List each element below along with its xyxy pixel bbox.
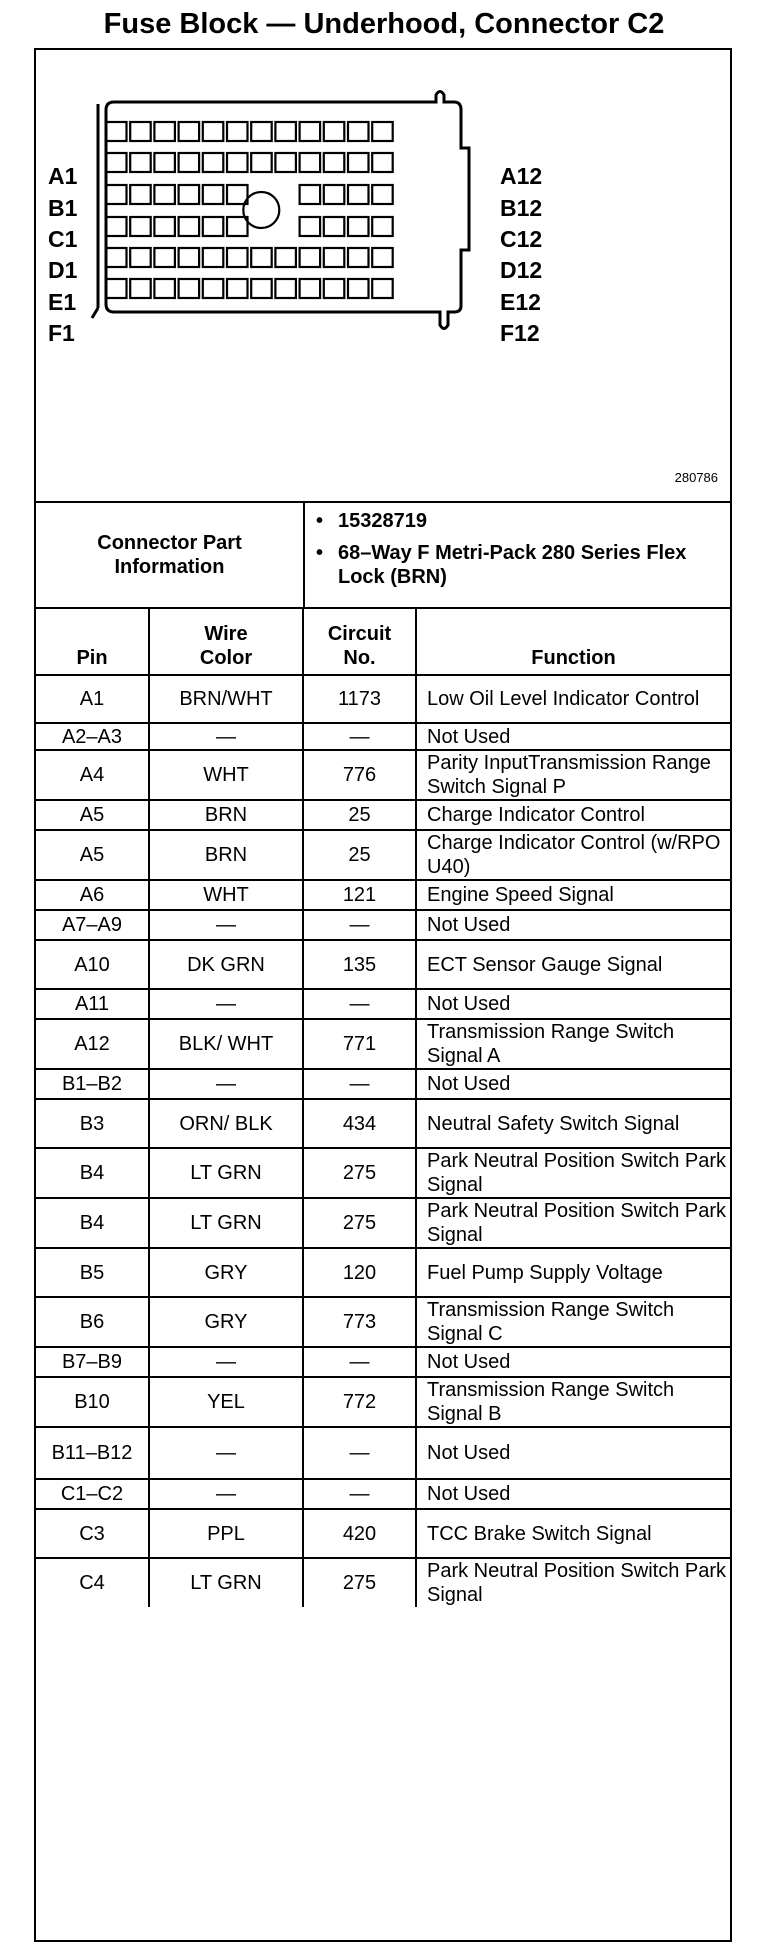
function-cell: Low Oil Level Indicator Control — [416, 675, 730, 723]
table-row — [36, 910, 730, 940]
row-label-left: A1 — [48, 163, 78, 189]
table-row — [36, 1198, 730, 1248]
pin-cavity — [372, 153, 393, 172]
circuit-cell: 771 — [303, 1019, 416, 1069]
table-row — [36, 1099, 730, 1148]
wire-color-cell: BLK/ WHT — [149, 1019, 303, 1069]
pin-cell: B3 — [36, 1099, 149, 1148]
function-cell: Charge Indicator Control (w/RPO U40) — [416, 830, 730, 880]
connector-latch-edge — [92, 104, 98, 318]
pin-cavity — [130, 248, 151, 267]
function-cell: Not Used — [416, 1347, 730, 1377]
function-cell: Park Neutral Position Switch Park Signal — [416, 1198, 730, 1248]
wire-color-cell: WHT — [149, 750, 303, 800]
pin-cavity — [300, 185, 321, 204]
wire-color-cell: — — [149, 910, 303, 940]
circuit-cell: — — [303, 989, 416, 1019]
pin-cavity — [154, 185, 175, 204]
function-cell: Not Used — [416, 1069, 730, 1099]
table-row — [36, 723, 730, 750]
wire-color-cell: PPL — [149, 1509, 303, 1558]
pin-cavity — [106, 153, 127, 172]
wire-color-cell: — — [149, 989, 303, 1019]
pin-cavity — [154, 248, 175, 267]
pin-cavity — [130, 217, 151, 236]
function-cell: Transmission Range Switch Signal C — [416, 1297, 730, 1347]
pin-cavity — [179, 279, 200, 298]
circuit-cell: — — [303, 723, 416, 750]
pin-cell: A12 — [36, 1019, 149, 1069]
pin-cavity — [251, 153, 272, 172]
function-cell: Not Used — [416, 1479, 730, 1509]
pin-cavity — [275, 279, 296, 298]
circuit-cell: 275 — [303, 1148, 416, 1198]
wire-color-cell: — — [149, 723, 303, 750]
table-row — [36, 1427, 730, 1479]
pin-cavity — [179, 153, 200, 172]
pin-cavity — [348, 248, 369, 267]
header-pin: Pin — [36, 609, 149, 675]
pin-cell: A1 — [36, 675, 149, 723]
pin-cavity — [227, 279, 248, 298]
pin-cell: C1–C2 — [36, 1479, 149, 1509]
pin-cavity — [372, 217, 393, 236]
pin-cavity — [275, 248, 296, 267]
table-row — [36, 1148, 730, 1198]
circuit-cell: — — [303, 910, 416, 940]
function-cell: Transmission Range Switch Signal B — [416, 1377, 730, 1427]
part-info-list — [316, 509, 708, 589]
pin-cell: A5 — [36, 830, 149, 880]
table-row — [36, 1069, 730, 1099]
pin-cavity — [275, 153, 296, 172]
wire-color-cell: GRY — [149, 1297, 303, 1347]
row-label-right: C12 — [500, 226, 543, 252]
circuit-cell: 420 — [303, 1509, 416, 1558]
wire-color-cell: — — [149, 1479, 303, 1509]
pin-cavity — [348, 153, 369, 172]
pin-cell: A4 — [36, 750, 149, 800]
pin-cavity — [300, 153, 321, 172]
circuit-cell: — — [303, 1069, 416, 1099]
wire-color-cell: BRN — [149, 830, 303, 880]
pin-cell: B5 — [36, 1248, 149, 1297]
pin-cavity — [106, 248, 127, 267]
circuit-cell: 434 — [303, 1099, 416, 1148]
pin-cavity — [106, 122, 127, 141]
table-header-row — [36, 609, 730, 675]
function-cell: Charge Indicator Control — [416, 800, 730, 830]
pin-cavity — [154, 279, 175, 298]
pin-cavity — [227, 248, 248, 267]
pin-cell: A6 — [36, 880, 149, 910]
table-row — [36, 800, 730, 830]
table-row — [36, 1297, 730, 1347]
pin-cell: A7–A9 — [36, 910, 149, 940]
circuit-cell: 772 — [303, 1377, 416, 1427]
pin-cavity — [227, 122, 248, 141]
pin-cavity — [130, 279, 151, 298]
pin-cavity — [203, 248, 224, 267]
pin-cell: A2–A3 — [36, 723, 149, 750]
pin-cavity — [154, 153, 175, 172]
pin-cavity — [251, 122, 272, 141]
pin-cell: B6 — [36, 1297, 149, 1347]
circuit-cell: 135 — [303, 940, 416, 989]
row-label-right: A12 — [500, 163, 543, 189]
connector-frame — [34, 48, 732, 1942]
table-row — [36, 989, 730, 1019]
pinout-table — [36, 609, 730, 1607]
connector-part-information — [36, 503, 730, 609]
function-cell: Fuel Pump Supply Voltage — [416, 1248, 730, 1297]
connector-face-drawing — [36, 50, 730, 501]
pin-cavity — [300, 248, 321, 267]
pin-cell: A11 — [36, 989, 149, 1019]
row-label-left: B1 — [48, 195, 78, 221]
pin-cavity — [300, 217, 321, 236]
pin-cell: A5 — [36, 800, 149, 830]
wire-color-cell: LT GRN — [149, 1558, 303, 1607]
wire-color-cell: BRN/WHT — [149, 675, 303, 723]
wire-color-cell: DK GRN — [149, 940, 303, 989]
pin-cavity — [130, 153, 151, 172]
pin-cavity — [372, 122, 393, 141]
function-cell: Park Neutral Position Switch Park Signal — [416, 1558, 730, 1607]
pin-cavity — [203, 217, 224, 236]
pin-cavity — [324, 153, 345, 172]
connector-diagram — [36, 50, 730, 503]
table-row — [36, 1509, 730, 1558]
pin-cavity — [106, 185, 127, 204]
row-label-right: B12 — [500, 195, 543, 221]
function-cell: Park Neutral Position Switch Park Signal — [416, 1148, 730, 1198]
function-cell: Not Used — [416, 1427, 730, 1479]
row-label-right: E12 — [500, 289, 541, 315]
pin-cavity — [251, 248, 272, 267]
function-cell: Not Used — [416, 989, 730, 1019]
polarization-post — [243, 192, 279, 228]
pin-cell: C4 — [36, 1558, 149, 1607]
row-label-left: C1 — [48, 226, 78, 252]
pin-cavity — [324, 217, 345, 236]
pin-cavity — [106, 217, 127, 236]
pin-cavity — [227, 217, 248, 236]
pin-cavity — [203, 122, 224, 141]
circuit-cell: 773 — [303, 1297, 416, 1347]
row-label-right: F12 — [500, 320, 540, 346]
pin-cavity — [203, 185, 224, 204]
circuit-cell: — — [303, 1427, 416, 1479]
pin-cavity — [179, 248, 200, 267]
wire-color-cell: LT GRN — [149, 1148, 303, 1198]
circuit-cell: — — [303, 1479, 416, 1509]
wire-color-cell: — — [149, 1069, 303, 1099]
pin-cavity — [227, 153, 248, 172]
wire-color-cell: BRN — [149, 800, 303, 830]
function-cell: Not Used — [416, 910, 730, 940]
pin-cell: B10 — [36, 1377, 149, 1427]
table-row — [36, 1479, 730, 1509]
pin-cell: A10 — [36, 940, 149, 989]
pin-cavity — [324, 122, 345, 141]
header-function: Function — [416, 609, 730, 675]
function-cell: ECT Sensor Gauge Signal — [416, 940, 730, 989]
pin-cavity — [348, 185, 369, 204]
pin-cell: B11–B12 — [36, 1427, 149, 1479]
connector-type-item: • 68–Way F Metri-Pack 280 Series Flex Lock (BRN) — [316, 542, 687, 588]
connector-shell-outline — [106, 92, 469, 329]
pin-cavity — [203, 153, 224, 172]
table-row — [36, 1248, 730, 1297]
row-label-right: D12 — [500, 257, 543, 283]
table-row — [36, 1558, 730, 1607]
pin-cell: B1–B2 — [36, 1069, 149, 1099]
circuit-cell: 120 — [303, 1248, 416, 1297]
function-cell: Parity InputTransmission Range Switch Signal P — [416, 750, 730, 800]
row-label-left: D1 — [48, 257, 78, 283]
pin-cavity — [203, 279, 224, 298]
row-label-left: E1 — [48, 289, 77, 315]
wire-color-cell: LT GRN — [149, 1198, 303, 1248]
circuit-cell: 275 — [303, 1198, 416, 1248]
pin-cavity — [179, 122, 200, 141]
function-cell: Transmission Range Switch Signal A — [416, 1019, 730, 1069]
pin-cavity — [324, 279, 345, 298]
pin-cell: B7–B9 — [36, 1347, 149, 1377]
pin-cavity — [372, 279, 393, 298]
circuit-cell: 25 — [303, 830, 416, 880]
function-cell: TCC Brake Switch Signal — [416, 1509, 730, 1558]
circuit-cell: 275 — [303, 1558, 416, 1607]
pin-cell: B4 — [36, 1148, 149, 1198]
pin-cavity — [324, 185, 345, 204]
pin-cavity — [348, 122, 369, 141]
wire-color-cell: — — [149, 1347, 303, 1377]
wire-color-cell: GRY — [149, 1248, 303, 1297]
row-label-left: F1 — [48, 320, 75, 346]
table-row — [36, 880, 730, 910]
function-cell: Not Used — [416, 723, 730, 750]
pin-cavity — [324, 248, 345, 267]
table-row — [36, 1377, 730, 1427]
wire-color-cell: — — [149, 1427, 303, 1479]
page-title: Fuse Block — Underhood, Connector C2 — [103, 8, 665, 40]
circuit-cell: 776 — [303, 750, 416, 800]
pin-cavity — [372, 248, 393, 267]
function-cell: Engine Speed Signal — [416, 880, 730, 910]
table-row — [36, 1019, 730, 1069]
part-number-item: • 15328719 — [316, 510, 427, 532]
table-row — [36, 830, 730, 880]
pin-cavity — [251, 279, 272, 298]
circuit-cell: — — [303, 1347, 416, 1377]
circuit-cell: 1173 — [303, 675, 416, 723]
pin-cavity — [154, 122, 175, 141]
part-info-label: Connector Part Information — [36, 503, 305, 607]
pin-cavity — [275, 122, 296, 141]
header-wire-color: Wire Color — [149, 609, 303, 675]
pin-cavity — [348, 217, 369, 236]
table-row — [36, 750, 730, 800]
figure-number: 280786 — [674, 470, 718, 485]
pin-cell: B4 — [36, 1198, 149, 1248]
pin-cavity — [348, 279, 369, 298]
circuit-cell: 25 — [303, 800, 416, 830]
pin-cavity — [372, 185, 393, 204]
table-row — [36, 675, 730, 723]
pin-cavity — [106, 279, 127, 298]
pin-cavity — [179, 185, 200, 204]
function-cell: Neutral Safety Switch Signal — [416, 1099, 730, 1148]
circuit-cell: 121 — [303, 880, 416, 910]
table-row — [36, 940, 730, 989]
pin-cell: C3 — [36, 1509, 149, 1558]
wire-color-cell: WHT — [149, 880, 303, 910]
pin-cavity — [154, 217, 175, 236]
table-row — [36, 1347, 730, 1377]
header-circuit-no: Circuit No. — [303, 609, 416, 675]
pin-cavity — [179, 217, 200, 236]
pin-cavity — [130, 185, 151, 204]
pin-cavity — [130, 122, 151, 141]
pin-cavity — [300, 279, 321, 298]
wire-color-cell: ORN/ BLK — [149, 1099, 303, 1148]
pin-cavity — [300, 122, 321, 141]
wire-color-cell: YEL — [149, 1377, 303, 1427]
